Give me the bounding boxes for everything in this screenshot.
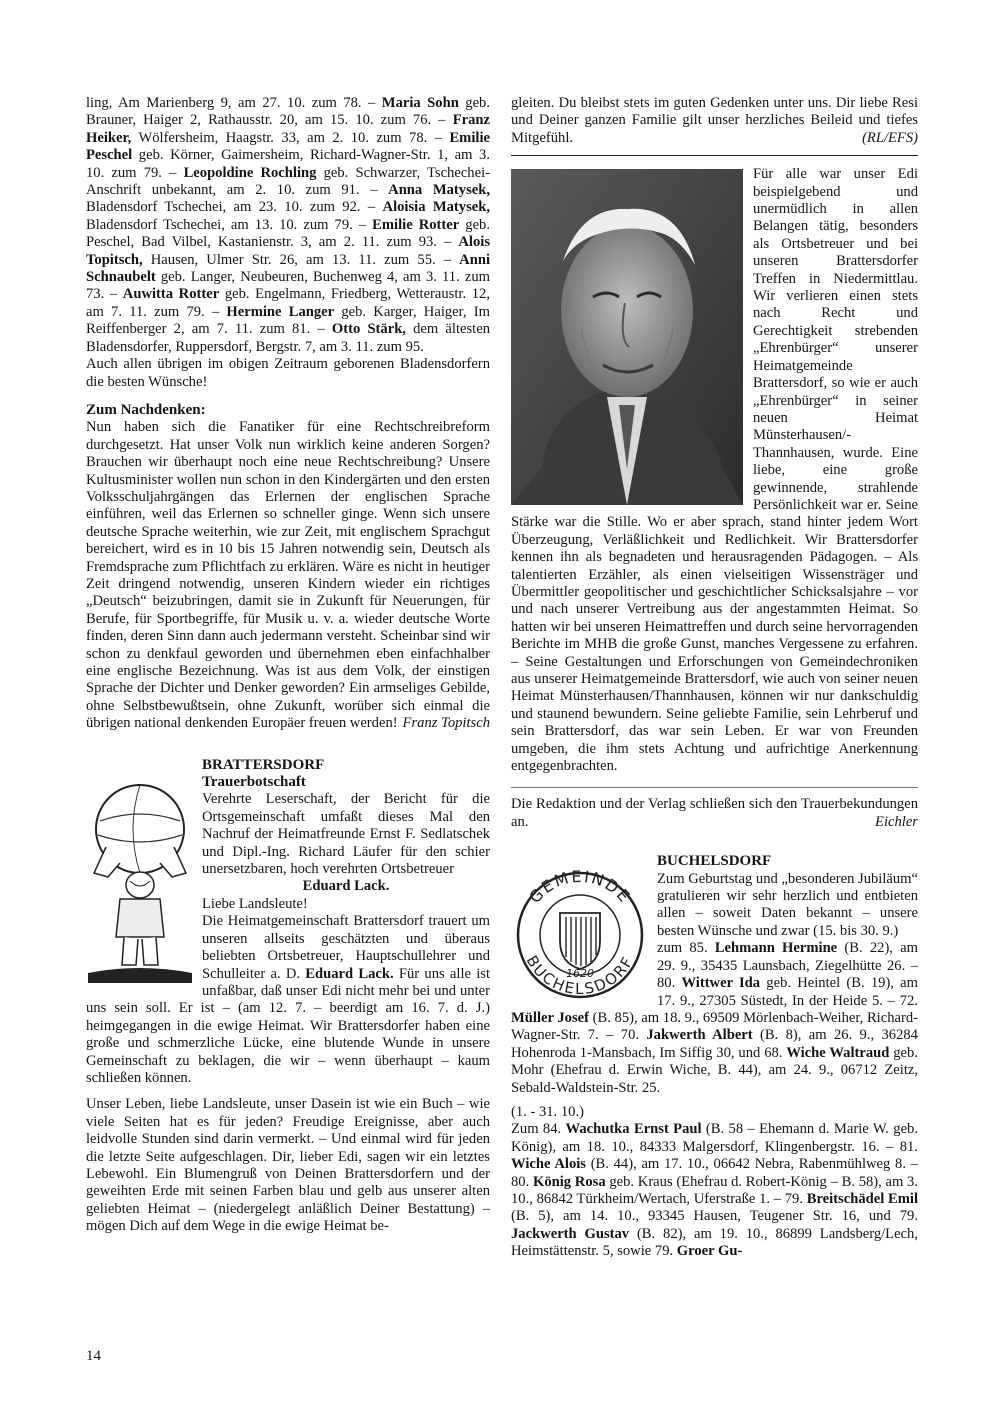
redaktion-signature: Eichler xyxy=(875,813,918,830)
birthday-list: ling, Am Marienberg 9, am 27. 10. zum 78. – Maria Sohn geb. Brauner, Haiger 2, Rathausstr. 20, am 15. 10. zum 76. – Franz Heiker, Wölfersheim, Haagstr. 33, am 2. 10. zum 78. – Emilie Peschel geb. Körner, Gaimersheim, Richard-Wagner-Str. 1, am 3. 10. zum 79. – Leopoldine Rochling geb. Schwarzer, Tschechei-Anschrift unbekannt, am 2. 10. zum 91. – Anna Matysek, Bladensdorf Tschechei, am 23. 10. zum 92. – Aloisia Matysek, Bladensdorf Tschechei, am 13. 10. zum 79. – Emilie Rotter geb. Peschel, Bad Vilbel, Kastanienstr. 3, am 2. 11. zum 93. – Alois Topitsch, Hausen, Ulmer Str. 26, am 13. 11. zum 55. – Anni Schnaubelt geb. Langer, Neubeuren, Buchenweg 4, am 3. 11. zum 73. – Auwitta Rotter geb. Engelmann, Friedberg, Wetteraustr. 12, am 7. 11. zum 79. – Hermine Langer geb. Karger, Haiger, Im Reiffenberger 2, am 7. 11. zum 81. – Otto Stärk, dem ältesten Bladensdorfer, Ruppersdorf, Bergstr. 7, am 3. 11. zum 95. xyxy=(86,95,490,355)
trauer-paragraph-2: Die Heimatgemeinschaft Brattersdorf trauert um unseren allseits geschätzten und überaus beliebten Ortsbetreuer, Hauptschullehrer und Schulleiter a. D. Eduard Lack. Für uns alle ist unfaßbar, daß unser Edi nicht mehr bei und unter uns sein soll. Er ist – (am 12. 7. – beerdigt am 16. 7. d. J.) heimgegangen in die ewige Heimat. Wir Brattersdorfer haben eine große und schmerzliche Lücke, eine blutende Wunde in unsere Gemeinschaft zu beklagen, die wir – wenn überhaupt – kaum schließen können. xyxy=(86,913,491,1086)
continuation-text: gleiten. Du bleibst stets im guten Gedenken unter uns. Dir liebe Resi und Deiner ganzen Familie gilt unser herzliches Beileid und tiefes Mitgefühl. (RL/EFS) xyxy=(511,95,918,146)
atlas-figure-icon xyxy=(86,777,194,989)
edi-text: Für alle war unser Edi beispielgebend und unermüdlich in allen Belangen tätig, besonders als Ortsbetreuer und bei unseren Brattersdorfer Treffen in Niedermittlau. Wir verlieren einen stets nach Recht und Gerechtigkeit strebenden „Ehrenbürger“ unserer Heimatgemeinde Brattersdorf, so wie er auch „Ehrenbürger“ in seiner neuen Heimat Münsterhausen/-Thannhausen, wurde. Eine liebe, eine große gewinnende, strahlende Persönlichkeit war er. Seine Stärke war die Stille. Wo er aber sprach, stand hinter jedem Wort Überzeugung, Verläßlichkeit und Redlichkeit. Wir Brattersdorfer kennen ihn als begnadeten und herausragenden Pädagogen. – Als talentierten Erzähler, als einen vielseitigen Wissensträger und Übermittler geopolitischer und geschichtlicher Schicksalsjahre – vor und nach unserer Vertreibung aus der angestammten Heimat. So hatten wir bei unseren Heimattreffen und durch seine hervorragenden Berichte im MHB die große Gunst, manches Vergessene zu erfahren. – Seine Gestaltungen und Erforschungen von Gemeindechroniken aus unserer Heimatgemeinde Brattersdorf, wie auch von seiner neuen Heimat Münsterhausen/Thannhausen, können wir nur dankschuldig und staunend bewundern. Seine geliebte Familie, sein Lehrberuf und sein Brattersdorf, das war sein Leben. Er war von Freunden umgeben, die ihm stets Achtung und aufrichtige Anerkennung entgegenbrachten. xyxy=(511,166,918,775)
divider xyxy=(511,155,918,156)
nachdenken-text: Nun haben sich die Fanatiker für eine Rechtschreibreform durchgesetzt. Hat unser Volk nun wirklich keine anderen Sorgen? Brauchen wir überhaupt noch eine neue Rechtschreibung? Unsere Kultusminister wollen nun schon in den Kindergärten und den ersten Volksschuljahrgängen das Erlernen der englischen Sprache einführen, weil das Erlernen so schneller ginge. Wenn sich unsere deutsche Sprache weiterhin, wie zur Zeit, mit englischem Sprachgut bereichert, wird es in 10 bis 15 Jahren notwendig sein, Deutsch als Fremdsprache zum Pflichtfach zu erklären. Wäre es nicht in heutiger Zeit dringend notwendig, unseren Kindern wieder ein richtiges „Deutsch“ beizubringen, damit sie in Zukunft für Neuerungen, für Berufe, für Sportbegriffe, für Musik u. v. a. wieder deutsche Worte finden, deren Sinn dann auch jedermann versteht. Scheinbar sind wir schon zu denkfaul geworden und übernehmen eben einfachhalber eine englische Bezeichnung. Was ist aus dem Volk, der einstigen Sprache der Dichter und Denker geworden? Ein armseliges Gebilde, ohne Selbstbewußtsein, ohne Zukunft, worüber sich einmal die übrigen national denkenden Europäer freuen werden! Franz Topitsch xyxy=(86,419,490,732)
svg-text:BUCHELSDORF: BUCHELSDORF xyxy=(522,952,638,999)
buchelsdorf-range-2: (1. - 31. 10.) xyxy=(511,1103,584,1120)
svg-text:GEMEINDE: GEMEINDE xyxy=(525,869,635,908)
redaktion-text: Die Redaktion und der Verlag schließen sich den Trauerbekundungen an. Eichler xyxy=(511,796,918,830)
buchelsdorf-intro: Zum Geburtstag und „besonderen Jubiläum“ gratulieren wir sehr herzlich und entbieten allen – soweit Daten bekannt – unsere besten Wünsche und zwar (15. bis 30. 9.) xyxy=(657,870,918,939)
wishes-text: Auch allen übrigen im obigen Zeitraum geborenen Bladensdorfern die besten Wünsche! xyxy=(86,356,490,390)
trauer-paragraph-1: Verehrte Leserschaft, der Bericht für die Ortsgemeinschaft umfaßt dieses Mal den Nachruf der Heimatfreunde Ernst F. Sedlatschek und Dipl.-Ing. Richard Läufer für den schier unersetzbaren, hoch verehrten Ortsbetreuer xyxy=(202,791,490,878)
portrait-photo-icon xyxy=(511,169,743,505)
right-column xyxy=(511,95,918,1261)
buchelsdorf-list-1: zum 85. Lehmann Hermine (B. 22), am 29. 9., 35435 Launsbach, Ziegelhütte 26. – 80. Wittwer Ida geb. Heintel (B. 19), am 17. 9., 27305 Süstedt, In der Heide 5. – 72. Müller Josef (B. 85), am 18. 9., 69509 Mörlenbach-Weiher, Richard-Wagner-Str. 7. – 70. Jakwerth Albert (B. 8), am 26. 9., 36284 Hohenroda 1-Mansbach, Im Siffig 30, und 68. Wiche Waltraud geb. Mohr (Ehefrau d. Erwin Wiche, B. 44), am 24. 9., 06712 Zeitz, Sebald-Waldstein-Str. 25. xyxy=(511,940,919,1096)
trauer-name: Eduard Lack. xyxy=(302,878,390,895)
trauer-paragraph-3: Unser Leben, liebe Landsleute, unser Dasein ist wie ein Buch – wie viele Seiten hat es für jeden? Freudige Ereignisse, aber auch leidvolle Stunden sind darin vermerkt. – Und einmal wird für jeden die letzte Seite aufgeschlagen. Dir, lieber Edi, sagen wir ein letztes Lebewohl. Ein Blumengruß von Deinen Brattersdorfern und der geweihten Erde mit seinen Farben blau und gelb aus unserer alten geliebten Heimat – (niedergelegt anläßlich Deiner Bestattung) – mögen Dich auf dem Wege in die ewige Heimat be- xyxy=(86,1096,490,1235)
buchelsdorf-title: BUCHELSDORF xyxy=(657,853,772,870)
buchelsdorf-list-2: Zum 84. Wachutka Ernst Paul (B. 58 – Ehemann d. Marie W. geb. König), am 18. 10., 84333 Malgersdorf, Klingenbergstr. 16. – 81. Wiche Alois (B. 44), am 17. 10., 06642 Nebra, Rabenmühlweg 8. – 80. König Rosa geb. Kraus (Ehefrau d. Robert-König – B. 58), am 3. 10., 86842 Türkheim/Wertach, Uferstraße 1. – 79. Breitschädel Emil (B. 5), am 14. 10., 93345 Hausen, Teugener Str. 16, und 79. Jackwerth Gustav (B. 82), am 19. 10., 86899 Landsberg/Lech, Heimstättenstr. 5, sowie 79. Groer Gu- xyxy=(511,1121,919,1260)
brattersdorf-header xyxy=(200,757,490,792)
continuation-signature: (RL/EFS) xyxy=(862,129,918,146)
nachdenken-author: Franz Topitsch xyxy=(402,715,490,732)
buchelsdorf-section xyxy=(511,853,918,1260)
edi-section xyxy=(511,166,918,775)
nachdenken-title: Zum Nachdenken: xyxy=(86,401,206,418)
buchelsdorf-seal-icon xyxy=(511,869,649,1001)
svg-text:1620: 1620 xyxy=(566,967,594,981)
page-number: 14 xyxy=(86,1348,101,1364)
brattersdorf-title: BRATTERSDORF xyxy=(202,756,325,773)
left-column xyxy=(86,95,490,1236)
trauer-greeting: Liebe Landsleute! xyxy=(202,895,308,912)
divider-2 xyxy=(511,787,918,788)
brattersdorf-section xyxy=(86,757,490,1236)
trauer-title: Trauerbotschaft xyxy=(202,774,306,791)
